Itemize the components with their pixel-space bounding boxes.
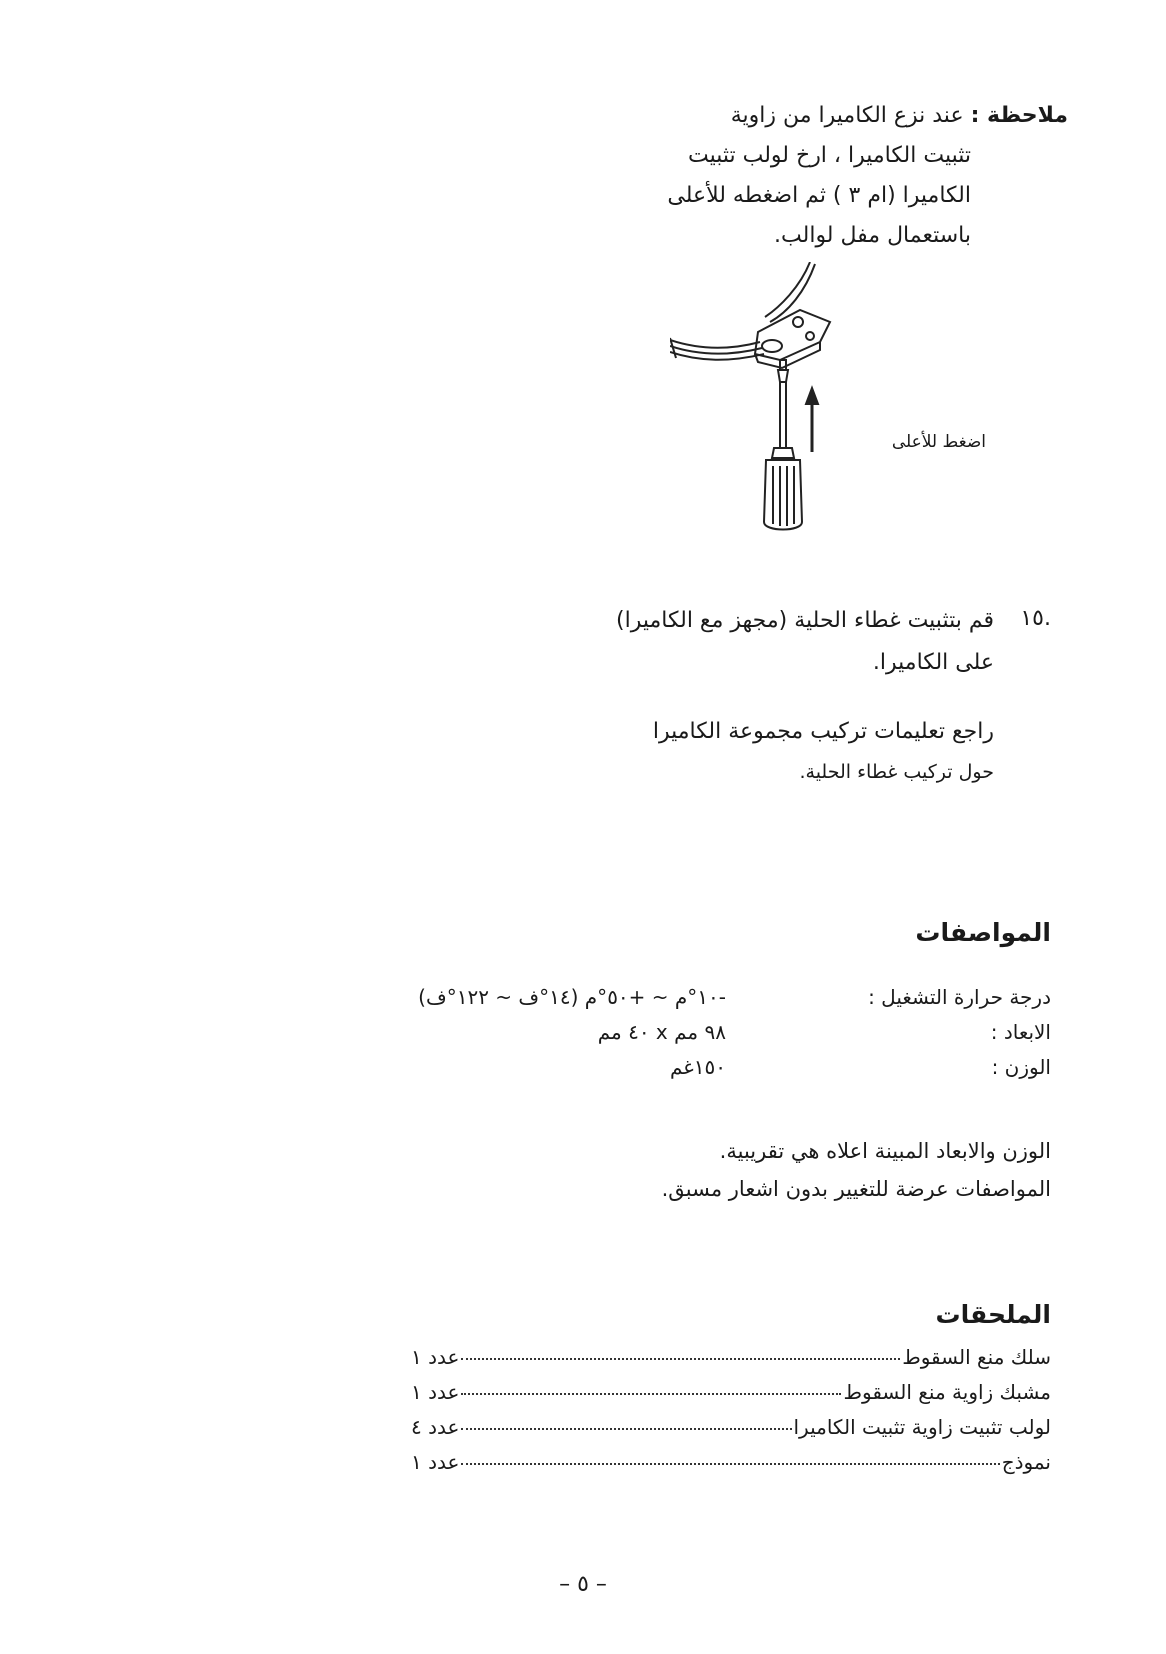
accessory-row xyxy=(411,1380,1051,1404)
note-block xyxy=(551,96,1068,256)
accessory-row xyxy=(411,1415,1051,1439)
accessory-row xyxy=(411,1450,1051,1474)
spec-notes xyxy=(551,1132,1051,1208)
note-line-4: باستعمال مفل لوالب. xyxy=(774,223,971,248)
spec-label-temperature: درجة حرارة التشغيل : xyxy=(868,985,1051,1009)
note-line-1 xyxy=(648,96,1068,136)
figure-label: اضغط للأعلى xyxy=(891,432,986,452)
step-line-1: قم بتثبيت غطاء الحلية (مجهز مع الكاميرا) xyxy=(616,608,994,633)
spec-label-dimensions: الابعاد : xyxy=(990,1020,1051,1044)
spec-value-temperature: -١٠°م ~ +٥٠°م (١٤°ف ~ ١٢٢°ف) xyxy=(418,985,726,1009)
spec-note-2: المواصفات عرضة للتغيير بدون اشعار مسبق. xyxy=(661,1177,1051,1201)
accessory-row xyxy=(411,1345,1051,1369)
spec-value-weight: ١٥٠غم xyxy=(669,1055,726,1079)
screwdriver-bracket-diagram-icon xyxy=(670,262,1000,562)
page-number: – ٥ – xyxy=(559,1572,607,1597)
accessory-name: مشبك زاوية منع السقوط xyxy=(843,1380,1051,1404)
note-label: ملاحظة : xyxy=(970,103,1068,128)
spec-label-weight: الوزن : xyxy=(991,1055,1051,1079)
leader-dots xyxy=(461,1358,900,1360)
accessory-qty: عدد ١ xyxy=(411,1450,460,1474)
leader-dots xyxy=(461,1393,841,1395)
specs-title: المواصفات xyxy=(915,918,1051,947)
accessory-qty: عدد ٤ xyxy=(411,1415,460,1439)
note-line-3: الكاميرا (ام ٣ ) ثم اضغطه للأعلى xyxy=(667,183,971,208)
step-line-2: على الكاميرا. xyxy=(872,650,994,675)
note-text: عند نزع الكاميرا من زاوية xyxy=(730,103,964,128)
leader-dots xyxy=(461,1428,791,1430)
reference-line-1: راجع تعليمات تركيب مجموعة الكاميرا xyxy=(652,719,994,744)
accessory-qty: عدد ١ xyxy=(411,1380,460,1404)
spec-note-1: الوزن والابعاد المبينة اعلاه هي تقريبية. xyxy=(719,1139,1051,1163)
step-15-text xyxy=(554,600,994,684)
accessory-name: لولب تثبيت زاوية تثبيت الكاميرا xyxy=(793,1415,1051,1439)
accessory-qty: عدد ١ xyxy=(411,1345,460,1369)
step-number: ١٥. xyxy=(1020,606,1051,631)
accessories-title: الملحقات xyxy=(935,1300,1051,1329)
reference-line-2: حول تركيب غطاء الحلية. xyxy=(799,761,994,783)
note-line-2: تثبيت الكاميرا ، ارخ لولب تثبيت xyxy=(687,143,971,168)
spec-value-dimensions: ٩٨ مم x ٤٠ مم xyxy=(597,1020,726,1044)
leader-dots xyxy=(461,1463,999,1465)
reference-text xyxy=(554,712,994,792)
accessory-name: نموذج xyxy=(1001,1450,1051,1474)
accessory-name: سلك منع السقوط xyxy=(902,1345,1051,1369)
